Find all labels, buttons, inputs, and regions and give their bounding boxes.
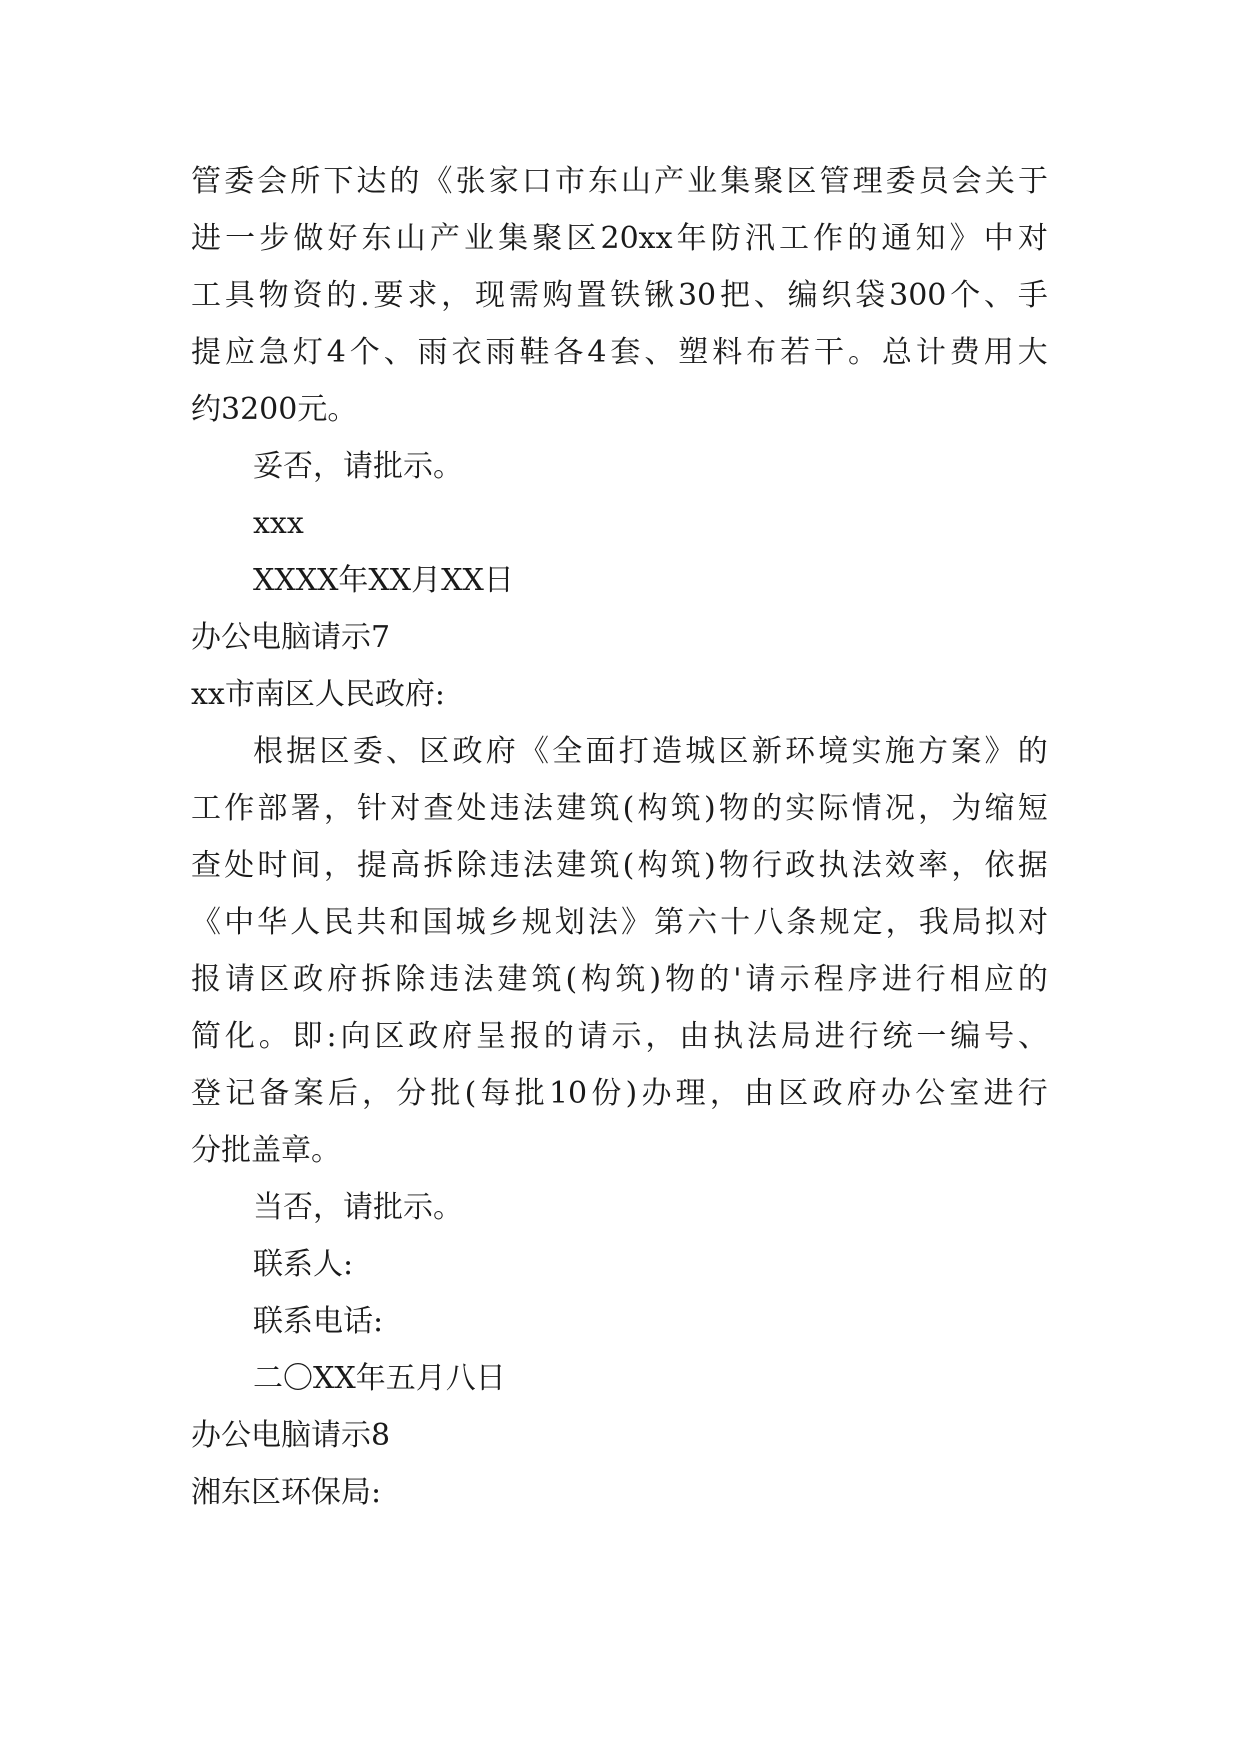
contact-phone: 联系电话: [253, 1304, 384, 1339]
paragraph-line [191, 1074, 1048, 1114]
signer-name: xxx [253, 506, 304, 541]
paragraph-line: 约3200元。 [191, 392, 358, 427]
paragraph-line [191, 162, 1048, 202]
paragraph-line [191, 219, 1048, 259]
justified-text: 管 委 会 所 下 达 的 《 张 家 口 市 东 山 产 业 集 聚 区 管 理 委 员 会 关 于 [191, 164, 1048, 199]
paragraph-line [191, 789, 1048, 829]
closing-text: 妥否，请批示。 [253, 449, 463, 484]
paragraph-line [191, 903, 1048, 943]
section-heading: 办公电脑请示8 [191, 1418, 391, 1453]
paragraph-line [191, 1017, 1048, 1057]
justified-text: 工 作 部 署 ， 针 对 查 处 违 法 建 筑 ( 构 筑 ) 物 的 实 际 情 况 ， 为 缩 短 [191, 791, 1048, 826]
document-date: 二〇XX年五月八日 [253, 1361, 506, 1396]
addressee: 湘东区环保局: [191, 1475, 382, 1510]
paragraph-line [191, 276, 1048, 316]
justified-text: 报 请 区 政 府 拆 除 违 法 建 筑 ( 构 筑 ) 物 的 ' 请 示 程 序 进 行 相 应 的 [191, 962, 1048, 997]
justified-text: 提 应 急 灯 4 个 、 雨 衣 雨 鞋 各 4 套 、 塑 料 布 若 干 。 总 计 费 用 大 [191, 335, 1048, 370]
justified-text: 《 中 华 人 民 共 和 国 城 乡 规 划 法 》 第 六 十 八 条 规 定 ， 我 局 拟 对 [191, 905, 1048, 940]
justified-text: 登 记 备 案 后 ， 分 批 ( 每 批 10 份 ) 办 理 ， 由 区 政 府 办 公 室 进 行 [191, 1076, 1048, 1111]
section-heading: 办公电脑请示7 [191, 620, 391, 655]
closing-text: 当否，请批示。 [253, 1190, 463, 1225]
justified-text: 工 具 物 资 的 . 要 求 ， 现 需 购 置 铁 锹 30 把 、 编 织 袋 300 个 、 手 [191, 278, 1048, 313]
justified-text: 简 化 。 即 : 向 区 政 府 呈 报 的 请 示 ， 由 执 法 局 进 行 统 一 编 号 、 [191, 1019, 1048, 1054]
paragraph-line [253, 732, 1048, 772]
paragraph-line [191, 960, 1048, 1000]
justified-text: 进 一 步 做 好 东 山 产 业 集 聚 区 20xx 年 防 汛 工 作 的 通 知 》 中 对 [191, 221, 1048, 256]
contact-person: 联系人: [253, 1247, 354, 1282]
paragraph-line [191, 333, 1048, 373]
document-date: XXXX年XX月XX日 [253, 563, 514, 598]
paragraph-line: 分批盖章。 [191, 1133, 341, 1168]
justified-text: 根 据 区 委 、 区 政 府 《 全 面 打 造 城 区 新 环 境 实 施 方 案 》 的 [253, 734, 1048, 769]
paragraph-line [191, 846, 1048, 886]
addressee: xx市南区人民政府: [191, 677, 445, 712]
justified-text: 查 处 时 间 ， 提 高 拆 除 违 法 建 筑 ( 构 筑 ) 物 行 政 执 法 效 率 ， 依 据 [191, 848, 1048, 883]
